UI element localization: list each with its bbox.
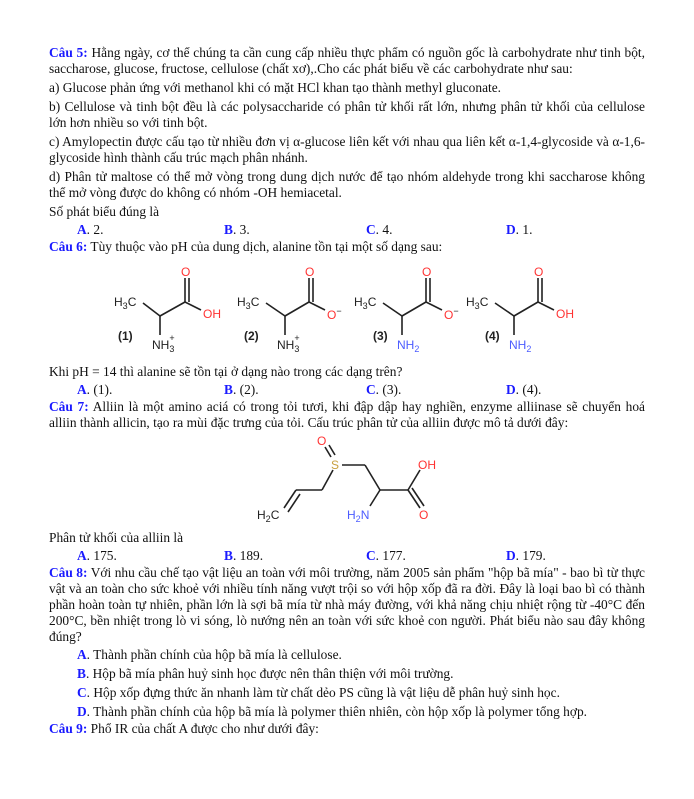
structure-number: (1) <box>118 329 133 343</box>
question-8-stem: Câu 8: Với nhu cầu chế tạo vật liệu an toàn với môi trường, năm 2005 sản phẩm "hộp bã mía" - bao bì từ thực vật và an toàn cho sức khoẻ với nhiều tính năng vượt trội so với hộp xốp đã ra đời. Đây là loại bao bì có thành phần hoàn toàn tự nhiên, phần lớn là sợi bã mía từ nhà máy đường, với khả năng chịu nhiệt rộng từ -40°C đến 200°C, bền nhiệt trong lò vi sóng, lò nướng nên an toàn với sức khoẻ con người. Phát biểu nào sau đây không đúng? <box>49 565 645 644</box>
question-label: Câu 9: <box>49 721 88 736</box>
question-label: Câu 6: <box>49 239 88 254</box>
question-7-prompt: Phân tử khối của alliin là <box>49 530 184 545</box>
option-c[interactable]: C. Hộp xốp đựng thức ăn nhanh làm từ chất dẻo PS cũng là vật liệu dễ phân huỷ sinh học. <box>77 685 560 700</box>
option-c[interactable]: C. 4. <box>366 222 393 237</box>
question-5-options <box>49 220 645 239</box>
alanine-form-4-bonds <box>495 278 554 335</box>
structure-number: (4) <box>485 329 500 343</box>
carbonyl-oxygen-label: O <box>305 265 315 279</box>
methyl-label: $H_3C$ <box>237 295 260 311</box>
option-b[interactable]: B. 3. <box>224 222 250 237</box>
structure-number: (3) <box>373 329 388 343</box>
option-a[interactable]: A. (1). <box>77 382 113 397</box>
question-label: Câu 7: <box>49 399 89 414</box>
exam-page <box>49 45 645 737</box>
statement-b: b) Cellulose và tinh bột đều là các polysaccharide có phân tử khối rất lớn, nhưng phân tử khối của cellulose lớn hơn nhiều so với tinh bột. <box>49 99 645 130</box>
carbonyl-oxygen-label: O <box>419 508 429 522</box>
question-6-options <box>49 380 645 399</box>
option-c[interactable]: C. (3). <box>366 382 402 397</box>
question-label: Câu 8: <box>49 565 88 580</box>
amine-label: $H_2N$ <box>347 508 370 524</box>
option-a[interactable]: A. 2. <box>77 222 104 237</box>
alliin-bonds <box>284 445 424 512</box>
question-8 <box>49 565 645 721</box>
option-b[interactable]: B. Hộp bã mía phân huỷ sinh học được nên thân thiện với môi trường. <box>77 666 454 681</box>
ammonium-label: $NH_3+$ <box>277 333 300 354</box>
option-a[interactable]: A. Thành phần chính của hộp bã mía là cellulose. <box>77 647 342 662</box>
methyl-label: $H_3C$ <box>466 295 489 311</box>
option-d[interactable]: D. 1. <box>506 222 533 237</box>
question-5 <box>49 45 645 239</box>
alanine-form-2-bonds <box>266 278 325 335</box>
question-5-prompt: Số phát biểu đúng là <box>49 204 160 219</box>
option-a[interactable]: A. 175. <box>77 548 117 563</box>
carboxylate-label: O− <box>327 306 342 322</box>
option-d[interactable]: D. 179. <box>506 548 546 563</box>
question-5-stem: Câu 5: Hằng ngày, cơ thể chúng ta cần cung cấp nhiều thực phẩm có nguồn gốc là carbohydrate như tinh bột, saccharose, glucose, fructose, cellulose (chất xơ),.Cho các phát biểu về các carbohydrate như sau: <box>49 45 645 76</box>
option-d[interactable]: D. Thành phần chính của hộp bã mía là polymer thiên nhiên, còn hộp xốp là polymer tổng hợp. <box>77 704 587 719</box>
hydroxyl-label: OH <box>203 307 221 321</box>
carbonyl-oxygen-label: O <box>422 265 432 279</box>
hydroxyl-label: OH <box>556 307 574 321</box>
amine-label: $NH_2$ <box>397 338 420 354</box>
terminal-methylene-label: $H_2C$ <box>257 508 280 524</box>
option-b[interactable]: B. 189. <box>224 548 264 563</box>
alanine-form-3-bonds <box>383 278 442 335</box>
hydroxyl-label: OH <box>418 458 436 472</box>
alanine-form-1-bonds <box>143 278 201 335</box>
methyl-label: $H_3C$ <box>354 295 377 311</box>
question-6 <box>49 239 645 399</box>
sulfoxide-oxygen-label: O <box>317 434 327 448</box>
statement-a: a) Glucose phản ứng với methanol khi có mặt HCl khan tạo thành methyl gluconate. <box>49 80 502 95</box>
question-7-options <box>49 546 645 565</box>
option-c[interactable]: C. 177. <box>366 548 406 563</box>
carbonyl-oxygen-label: O <box>534 265 544 279</box>
structure-number: (2) <box>244 329 259 343</box>
methyl-label: $H_3C$ <box>114 295 137 311</box>
statement-c: c) Amylopectin được cấu tạo từ nhiều đơn vị α-glucose liên kết với nhau qua liên kết α-1,4-glycoside và α-1,6-glycoside hình thành cấu trúc mạch phân nhánh. <box>49 134 645 165</box>
question-6-prompt: Khi pH = 14 thì alanine sẽ tồn tại ở dạng nào trong các dạng trên? <box>49 364 403 379</box>
alliin-structure-figure <box>49 431 645 526</box>
sulfur-label: S <box>331 458 340 472</box>
question-9 <box>49 721 645 737</box>
statement-d: d) Phân tử maltose có thể mở vòng trong dung dịch nước để tạo nhóm aldehyde trong khi saccharose không thể mở vòng được do không có nhóm -OH hemiacetal. <box>49 169 645 200</box>
option-d[interactable]: D. (4). <box>506 382 542 397</box>
amine-label: $NH_2$ <box>509 338 532 354</box>
question-6-stem: Câu 6: Tùy thuộc vào pH của dung dịch, alanine tồn tại một số dạng sau: <box>49 239 443 254</box>
ammonium-label: $NH_3+$ <box>152 333 175 354</box>
question-7 <box>49 399 645 565</box>
carbonyl-oxygen-label: O <box>181 265 191 279</box>
question-label: Câu 5: <box>49 45 88 60</box>
question-9-stem: Câu 9: Phổ IR của chất A được cho như dưới đây: <box>49 721 319 736</box>
question-7-stem: Câu 7: Alliin là một amino aciá có trong tỏi tươi, khi đập dập hay nghiền, enzyme alliinase sẽ chuyển hoá alliin thành allicin, tạo ra mùi đặc trưng của tỏi. Cấu trúc phân tử của alliin được mô tả dưới đây: <box>49 399 645 430</box>
alanine-structures-figure <box>49 255 645 360</box>
carboxylate-label: O− <box>444 306 459 322</box>
option-b[interactable]: B. (2). <box>224 382 259 397</box>
